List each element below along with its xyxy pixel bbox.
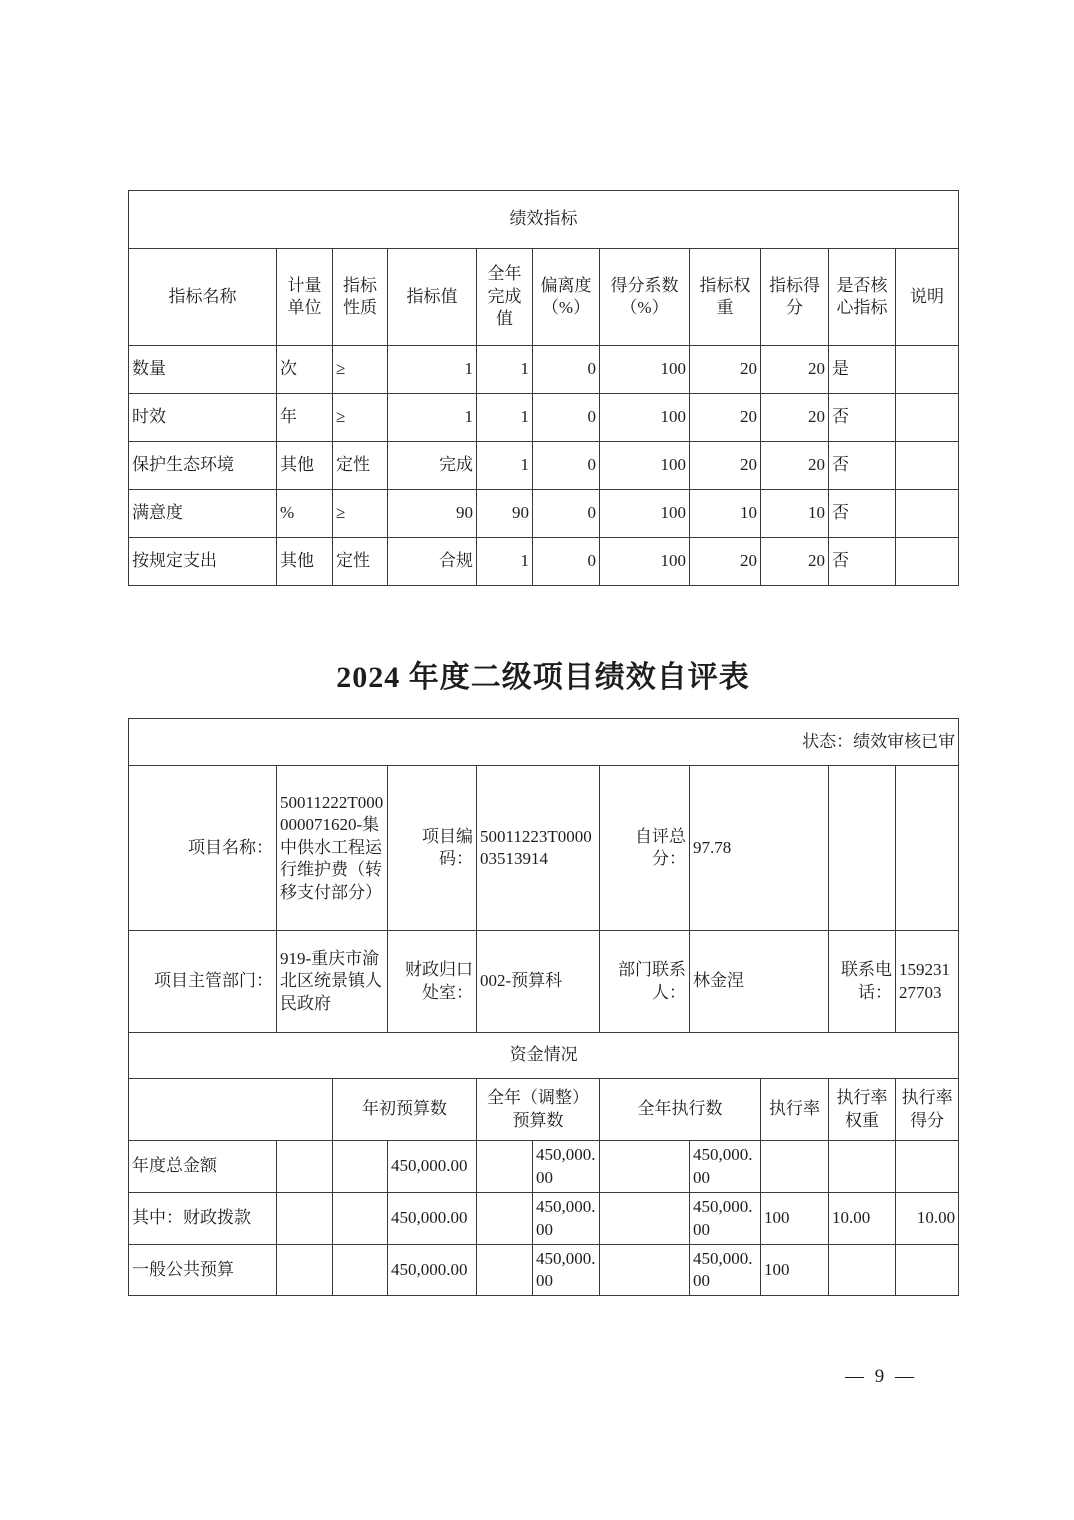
cell-initial-budget: 450,000.00 [388,1141,477,1193]
project-code-label: 项目编码： [388,766,477,931]
empty-cell [277,1193,333,1245]
column-header-rate-score: 执行率得分 [896,1079,959,1141]
cell-fund-name: 年度总金额 [129,1141,277,1193]
cell-unit: 年 [277,394,333,442]
cell-exec-rate [761,1141,829,1193]
cell-core: 否 [829,442,896,490]
cell-unit: 次 [277,346,333,394]
empty-cell [277,1245,333,1296]
cell-weight: 20 [690,394,761,442]
cell-score: 20 [761,394,829,442]
table-row [129,538,959,586]
table-row [129,1033,959,1079]
document-title: 2024 年度二级项目绩效自评表 [336,661,750,694]
column-header-executed: 全年执行数 [600,1079,761,1141]
project-name-label: 项目名称： [129,766,277,931]
cell-rate-score: 10.00 [896,1193,959,1245]
column-header-target: 指标值 [388,249,477,346]
cell-score: 20 [761,346,829,394]
cell-rate-score [896,1141,959,1193]
cell-deviation: 0 [533,490,600,538]
column-header-coef: 得分系数（%） [600,249,690,346]
column-header-weight: 指标权重 [690,249,761,346]
table-row [129,1079,959,1141]
cell-target: 90 [388,490,477,538]
cell-nature: 定性 [333,442,388,490]
cell-rate-weight: 10.00 [829,1193,896,1245]
cell-nature: ≥ [333,394,388,442]
column-header-deviation: 偏离度（%） [533,249,600,346]
cell-score: 20 [761,442,829,490]
empty-cell [277,1141,333,1193]
column-header-indicator-name: 指标名称 [129,249,277,346]
column-header-note: 说明 [896,249,959,346]
cell-fund-name: 一般公共预算 [129,1245,277,1296]
column-header-unit: 计量单位 [277,249,333,346]
empty-cell [477,1193,533,1245]
table-row [129,191,959,249]
column-header-score: 指标得分 [761,249,829,346]
cell-coef: 100 [600,538,690,586]
cell-coef: 100 [600,346,690,394]
cell-rate-score [896,1245,959,1296]
empty-cell [333,1193,388,1245]
empty-cell [829,766,896,931]
cell-nature: ≥ [333,490,388,538]
cell-done: 1 [477,394,533,442]
cell-target: 完成 [388,442,477,490]
cell-executed: 450,000.00 [690,1141,761,1193]
table-row [129,1245,959,1296]
column-header-initial-budget: 年初预算数 [333,1079,477,1141]
cell-indicator-name: 满意度 [129,490,277,538]
table-row [129,931,959,1033]
empty-cell [600,1193,690,1245]
cell-core: 否 [829,538,896,586]
project-code-value: 50011223T000003513914 [477,766,600,931]
cell-fund-name: 其中：财政拨款 [129,1193,277,1245]
empty-cell [600,1141,690,1193]
cell-coef: 100 [600,394,690,442]
indicators-table [128,190,959,586]
cell-coef: 100 [600,442,690,490]
self-score-value: 97.78 [690,766,829,931]
cell-indicator-name: 时效 [129,394,277,442]
cell-rate-weight [829,1141,896,1193]
column-header-nature: 指标性质 [333,249,388,346]
phone-label: 联系电话： [829,931,896,1033]
column-header-rate-weight: 执行率权重 [829,1079,896,1141]
cell-note [896,442,959,490]
cell-core: 否 [829,490,896,538]
cell-core: 否 [829,394,896,442]
cell-note [896,394,959,442]
contact-value: 林金涅 [690,931,829,1033]
cell-executed: 450,000.00 [690,1245,761,1296]
cell-done: 1 [477,346,533,394]
empty-cell [333,1245,388,1296]
cell-note [896,490,959,538]
contact-label: 部门联系人： [600,931,690,1033]
empty-cell [477,1141,533,1193]
cell-note [896,346,959,394]
project-name-value: 50011222T000000071620-集中供水工程运行维护费（转移支付部分） [277,766,388,931]
table-row [129,1193,959,1245]
page-number: — 9 — [845,1366,917,1387]
cell-nature: ≥ [333,346,388,394]
cell-deviation: 0 [533,442,600,490]
table-row [129,1141,959,1193]
phone-value: 15923127703 [896,931,959,1033]
cell-indicator-name: 保护生态环境 [129,442,277,490]
table-row [129,346,959,394]
cell-adjusted-budget: 450,000.00 [533,1245,600,1296]
table-row [129,442,959,490]
empty-cell [333,1141,388,1193]
cell-indicator-name: 按规定支出 [129,538,277,586]
empty-cell [477,1245,533,1296]
empty-cell [896,766,959,931]
cell-deviation: 0 [533,394,600,442]
table-row [129,719,959,766]
cell-note [896,538,959,586]
table-row [129,766,959,931]
cell-unit: 其他 [277,442,333,490]
cell-weight: 20 [690,346,761,394]
cell-done: 1 [477,442,533,490]
funds-section-title: 资金情况 [129,1033,959,1079]
column-header-done: 全年完成值 [477,249,533,346]
cell-target: 1 [388,346,477,394]
cell-score: 10 [761,490,829,538]
table-row [129,249,959,346]
cell-unit: 其他 [277,538,333,586]
cell-weight: 10 [690,490,761,538]
empty-cell [600,1245,690,1296]
cell-initial-budget: 450,000.00 [388,1193,477,1245]
indicators-section-title: 绩效指标 [129,191,959,249]
cell-adjusted-budget: 450,000.00 [533,1141,600,1193]
cell-rate-weight [829,1245,896,1296]
cell-done: 1 [477,538,533,586]
self-eval-table [128,718,959,1296]
cell-target: 1 [388,394,477,442]
cell-core: 是 [829,346,896,394]
cell-weight: 20 [690,442,761,490]
cell-deviation: 0 [533,346,600,394]
cell-exec-rate: 100 [761,1245,829,1296]
cell-weight: 20 [690,538,761,586]
cell-done: 90 [477,490,533,538]
cell-coef: 100 [600,490,690,538]
dept-value: 919-重庆市渝北区统景镇人民政府 [277,931,388,1033]
cell-initial-budget: 450,000.00 [388,1245,477,1296]
cell-adjusted-budget: 450,000.00 [533,1193,600,1245]
cell-indicator-name: 数量 [129,346,277,394]
finance-office-label: 财政归口处室： [388,931,477,1033]
dept-label: 项目主管部门： [129,931,277,1033]
cell-executed: 450,000.00 [690,1193,761,1245]
empty-cell [129,1079,333,1141]
column-header-exec-rate: 执行率 [761,1079,829,1141]
cell-exec-rate: 100 [761,1193,829,1245]
column-header-core: 是否核心指标 [829,249,896,346]
cell-unit: % [277,490,333,538]
cell-deviation: 0 [533,538,600,586]
finance-office-value: 002-预算科 [477,931,600,1033]
cell-target: 合规 [388,538,477,586]
cell-nature: 定性 [333,538,388,586]
column-header-adjusted-budget: 全年（调整）预算数 [477,1079,600,1141]
cell-score: 20 [761,538,829,586]
table-row [129,490,959,538]
self-score-label: 自评总分： [600,766,690,931]
status-text: 状态：绩效审核已审 [129,719,959,766]
table-row [129,394,959,442]
